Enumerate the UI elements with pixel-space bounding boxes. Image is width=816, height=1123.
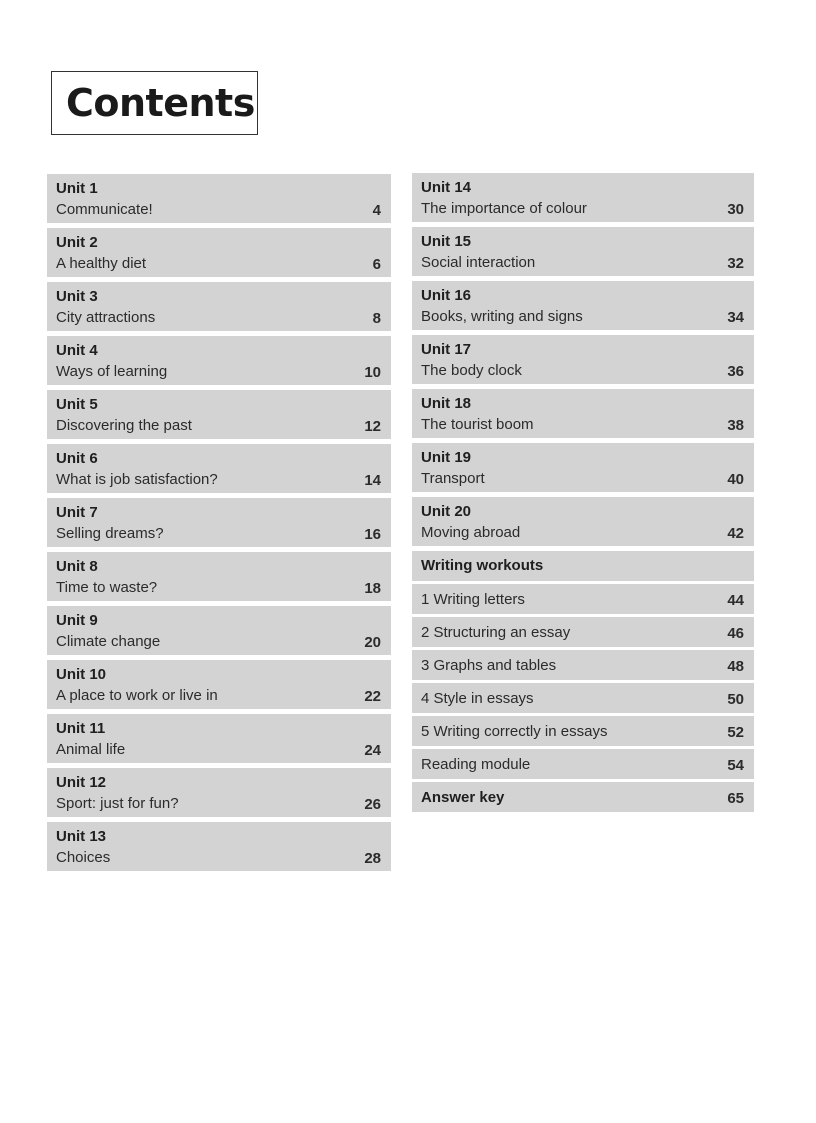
unit-title: Transport [421, 470, 485, 487]
workout-title: 5 Writing correctly in essays [421, 723, 608, 740]
answer-key-entry[interactable] [412, 782, 754, 812]
page-number: 16 [364, 526, 381, 543]
unit-label: Unit 12 [56, 774, 107, 791]
unit-entry[interactable] [47, 714, 391, 763]
unit-entry[interactable] [412, 389, 754, 438]
page-number: 28 [364, 850, 381, 867]
unit-label: Unit 18 [421, 395, 472, 412]
page-number: 42 [727, 525, 744, 542]
unit-title: Discovering the past [56, 417, 192, 434]
workout-title: 1 Writing letters [421, 591, 525, 608]
unit-label: Unit 7 [56, 504, 98, 521]
unit-label: Unit 10 [56, 666, 107, 683]
unit-title: The tourist boom [421, 416, 534, 433]
unit-entry[interactable] [412, 497, 754, 546]
contents-title-box [51, 71, 258, 135]
unit-entry[interactable] [47, 174, 391, 223]
page-number: 54 [727, 757, 744, 774]
unit-label: Unit 1 [56, 180, 98, 197]
unit-title: City attractions [56, 309, 156, 326]
reading-module-entry[interactable] [412, 749, 754, 779]
unit-entry[interactable] [47, 336, 391, 385]
page-number: 22 [364, 688, 381, 705]
page-number: 65 [727, 790, 744, 807]
writing-workouts-header [412, 551, 754, 581]
page-number: 52 [727, 724, 744, 741]
unit-label: Unit 8 [56, 558, 98, 575]
unit-entry[interactable] [47, 390, 391, 439]
unit-label: Unit 16 [421, 287, 472, 304]
unit-title: Moving abroad [421, 524, 521, 541]
unit-entry[interactable] [47, 822, 391, 871]
unit-title: Animal life [56, 741, 126, 758]
unit-label: Unit 17 [421, 341, 472, 358]
page-number: 8 [372, 310, 381, 327]
page-number: 46 [727, 625, 744, 642]
unit-entry[interactable] [47, 228, 391, 277]
unit-title: The importance of colour [421, 200, 587, 217]
page-number: 14 [364, 472, 381, 489]
page-number: 4 [372, 202, 381, 219]
page-number: 18 [364, 580, 381, 597]
unit-title: A healthy diet [56, 255, 147, 272]
page-number: 40 [727, 471, 744, 488]
unit-title: The body clock [421, 362, 522, 379]
page-number: 20 [364, 634, 381, 651]
unit-title: Selling dreams? [56, 525, 164, 542]
unit-entry[interactable] [47, 768, 391, 817]
unit-entry[interactable] [47, 282, 391, 331]
unit-entry[interactable] [47, 660, 391, 709]
page-number: 36 [727, 363, 744, 380]
page-number: 50 [727, 691, 744, 708]
right-column [412, 173, 754, 815]
unit-title: Social interaction [421, 254, 536, 271]
workout-entry[interactable] [412, 683, 754, 713]
page-number: 30 [727, 201, 744, 218]
unit-title: Climate change [56, 633, 161, 650]
page-number: 26 [364, 796, 381, 813]
entry-title: Reading module [421, 756, 531, 773]
unit-entry[interactable] [47, 606, 391, 655]
unit-label: Unit 20 [421, 503, 472, 520]
page-number: 34 [727, 309, 744, 326]
unit-entry[interactable] [412, 281, 754, 330]
section-heading: Writing workouts [421, 557, 544, 574]
unit-title: What is job satisfaction? [56, 471, 218, 488]
page-number: 32 [727, 255, 744, 272]
page-number: 48 [727, 658, 744, 675]
page-number: 12 [364, 418, 381, 435]
unit-title: Time to waste? [56, 579, 158, 596]
page-number: 6 [372, 256, 381, 273]
unit-title: Sport: just for fun? [56, 795, 179, 812]
unit-label: Unit 13 [56, 828, 107, 845]
unit-label: Unit 15 [421, 233, 472, 250]
unit-label: Unit 19 [421, 449, 472, 466]
unit-entry[interactable] [412, 173, 754, 222]
unit-label: Unit 4 [56, 342, 98, 359]
unit-entry[interactable] [412, 443, 754, 492]
unit-title: Ways of learning [56, 363, 168, 380]
unit-entry[interactable] [412, 335, 754, 384]
unit-label: Unit 5 [56, 396, 98, 413]
page-number: 24 [364, 742, 381, 759]
unit-label: Unit 2 [56, 234, 98, 251]
unit-label: Unit 14 [421, 179, 472, 196]
workout-entry[interactable] [412, 617, 754, 647]
workout-title: 4 Style in essays [421, 690, 534, 707]
unit-title: Choices [56, 849, 111, 866]
workout-entry[interactable] [412, 650, 754, 680]
left-column [47, 174, 391, 876]
workout-entry[interactable] [412, 584, 754, 614]
unit-entry[interactable] [47, 552, 391, 601]
unit-entry[interactable] [47, 444, 391, 493]
unit-entry[interactable] [47, 498, 391, 547]
page-number: 10 [364, 364, 381, 381]
unit-label: Unit 11 [56, 720, 106, 737]
unit-label: Unit 6 [56, 450, 98, 467]
page-number: 44 [727, 592, 744, 609]
page-number: 38 [727, 417, 744, 434]
unit-entry[interactable] [412, 227, 754, 276]
workout-entry[interactable] [412, 716, 754, 746]
unit-label: Unit 9 [56, 612, 98, 629]
unit-label: Unit 3 [56, 288, 98, 305]
page-title: Contents [66, 81, 255, 125]
workout-title: 2 Structuring an essay [421, 624, 571, 641]
unit-title: Communicate! [56, 201, 153, 218]
unit-title: Books, writing and signs [421, 308, 583, 325]
unit-title: A place to work or live in [56, 687, 218, 704]
workout-title: 3 Graphs and tables [421, 657, 557, 674]
entry-title: Answer key [421, 789, 505, 806]
